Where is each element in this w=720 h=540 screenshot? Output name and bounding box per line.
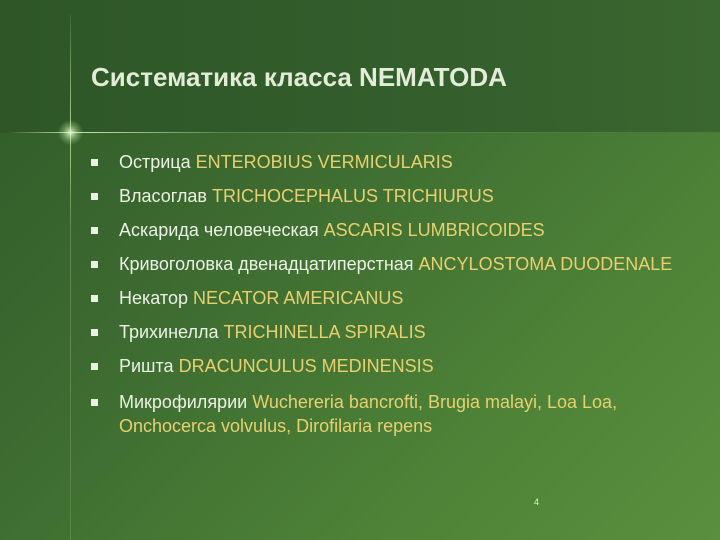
square-bullet-icon xyxy=(91,193,98,200)
list-item xyxy=(89,150,689,174)
decorative-horizontal-line xyxy=(10,132,720,133)
list-item xyxy=(89,390,689,438)
russian-name: Ришта xyxy=(119,356,174,376)
latin-name: TRICHOCEPHALUS TRICHIURUS xyxy=(212,186,494,206)
latin-name: DRACUNCULUS MEDINENSIS xyxy=(178,356,434,376)
list-item xyxy=(89,218,689,242)
russian-name: Власоглав xyxy=(119,186,207,206)
square-bullet-icon xyxy=(91,295,98,302)
latin-name: NECATOR AMERICANUS xyxy=(192,288,404,308)
russian-name: Трихинелла xyxy=(119,322,219,342)
square-bullet-icon xyxy=(91,159,98,166)
list-item xyxy=(89,252,689,276)
latin-name: ENTEROBIUS VERMICULARIS xyxy=(195,152,453,172)
russian-name: Некатор xyxy=(119,288,188,308)
bullet-list xyxy=(89,150,689,448)
latin-name: TRICHINELLA SPIRALIS xyxy=(223,322,426,342)
square-bullet-icon xyxy=(91,261,98,268)
slide-title: Систематика класса NEMATODA xyxy=(91,62,507,92)
list-item xyxy=(89,286,689,310)
russian-name: Микрофилярии xyxy=(119,392,248,412)
decorative-vertical-line xyxy=(70,15,71,540)
list-item xyxy=(89,354,689,378)
latin-name: ANCYLOSTOMA DUODENALE xyxy=(418,254,673,274)
russian-name: Аскарида человеческая xyxy=(119,220,319,240)
square-bullet-icon xyxy=(91,329,98,336)
square-bullet-icon xyxy=(91,363,98,370)
square-bullet-icon xyxy=(91,399,98,406)
list-item xyxy=(89,320,689,344)
list-item xyxy=(89,184,689,208)
square-bullet-icon xyxy=(91,227,98,234)
page-number: 4 xyxy=(534,497,540,507)
decorative-glow xyxy=(58,120,83,145)
russian-name: Острица xyxy=(119,152,191,172)
latin-name: ASCARIS LUMBRICOIDES xyxy=(323,220,545,240)
latin-name: Wuchereria bancrofti, Brugia malayi, Loa Loa, Onchocerca volvulus, Dirofilaria repens xyxy=(119,392,618,436)
russian-name: Кривоголовка двенадцатиперстная xyxy=(119,254,414,274)
